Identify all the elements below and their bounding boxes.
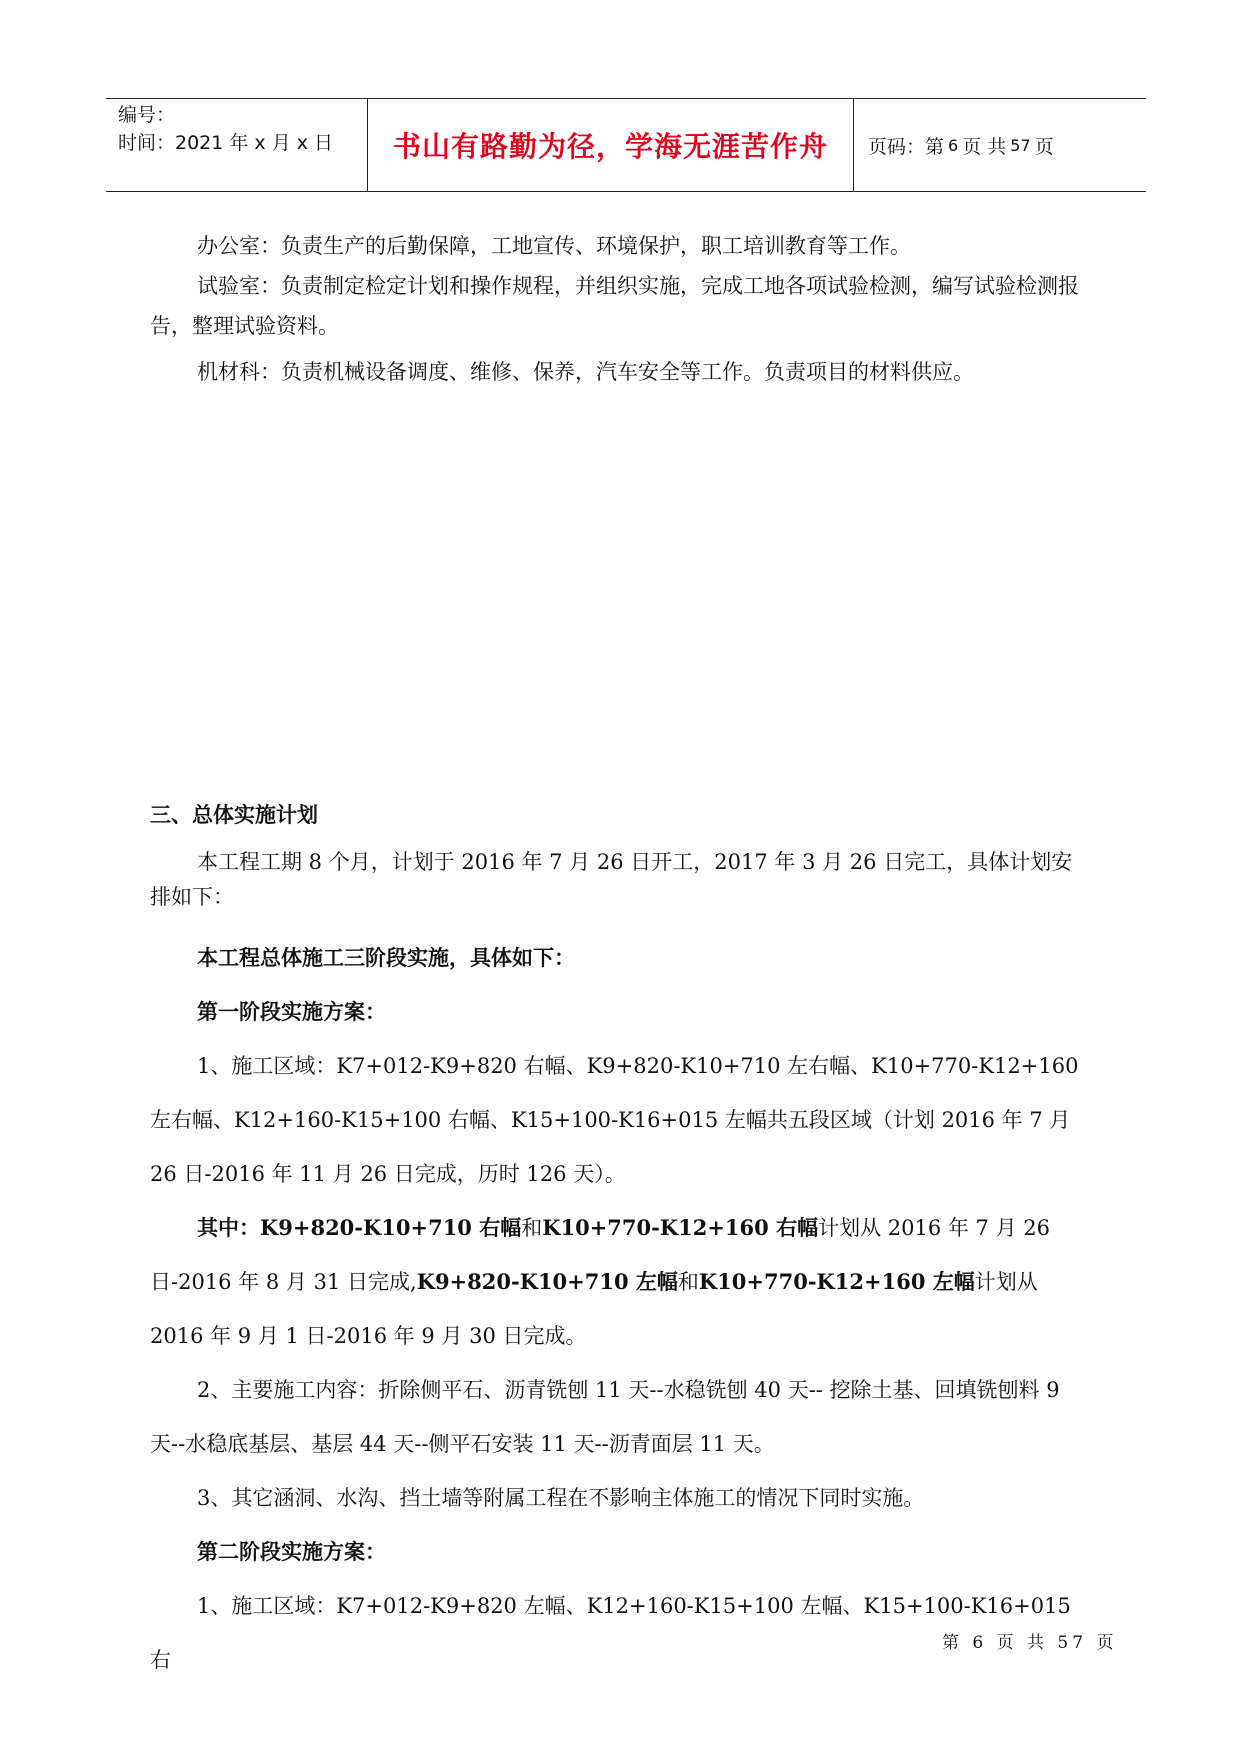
lab-paragraph: 试验室：负责制定检定计划和操作规程，并组织实施，完成工地各项试验检测，编写试验检测报告，整理试验资料。	[150, 274, 1079, 338]
phase1-note-left-a: K9+820-K10+710 左幅	[416, 1269, 678, 1294]
section-intro-block	[150, 845, 1090, 915]
header-table	[106, 98, 1146, 192]
phase2-item1: 1、施工区域：K7+012-K9+820 左幅、K12+160-K15+100 左幅、K15+100-K16+015 右	[150, 1594, 1071, 1672]
section-title: 三、总体实施计划	[150, 802, 318, 827]
phase1-item2: 2、主要施工内容：折除侧平石、沥青铣刨 11 天--水稳铣刨 40 天-- 挖除土基、回填铣刨料 9 天--水稳底基层、基层 44 天--侧平石安装 11 天--沥青面层 11 天。	[150, 1378, 1060, 1456]
phase1-note-plan-1: 计划从 2016 年 7 月 26 日-2016 年 8 月 31 日完成,	[150, 1216, 1050, 1294]
phase2-title: 第二阶段实施方案：	[197, 1539, 386, 1564]
office-paragraph: 办公室：负责生产的后勤保障，工地宣传、环境保护，职工培训教育等工作。	[197, 234, 911, 258]
materials-paragraph: 机材科：负责机械设备调度、维修、保养，汽车安全等工作。负责项目的材料供应。	[197, 360, 974, 384]
phase1-item1: 1、施工区域：K7+012-K9+820 右幅、K9+820-K10+710 左右幅、K10+770-K12+160 左右幅、K12+160-K15+100 右幅、K15+100-K16+015 左幅共五段区域（计划 2016 年 7 月 26 日-2016 年 11 月 26 日完成，历时 126 天）。	[150, 1054, 1079, 1186]
phase1-note-left-b: K10+770-K12+160 左幅	[698, 1269, 975, 1294]
phase1-note-and-1: 和	[521, 1216, 543, 1240]
phase1-note-plan-2: 计划从 2016 年 9 月 1 日-2016 年 9 月 30 日完成。	[150, 1270, 1038, 1348]
section-body	[150, 931, 1090, 1687]
phase1-note-right-a: 其中：K9+820-K10+710 右幅	[197, 1215, 522, 1240]
phase1-note-right-b: K10+770-K12+160 右幅	[542, 1215, 819, 1240]
page-total: 57	[1010, 135, 1031, 155]
header-left-cell	[106, 99, 368, 191]
phase1-item3: 3、其它涵洞、水沟、挡土墙等附属工程在不影响主体施工的情况下同时实施。	[197, 1486, 925, 1510]
top-paragraphs	[150, 226, 1090, 392]
page-indicator	[854, 99, 1146, 191]
phase1-note-and-2: 和	[677, 1270, 699, 1294]
motto: 书山有路勤为径，学海无涯苦作舟	[368, 99, 854, 191]
page-mid: 页 共	[962, 135, 1007, 158]
overview-line: 本工程总体施工三阶段实施，具体如下：	[197, 945, 575, 970]
page-suffix: 页	[1034, 135, 1054, 158]
phase1-title: 第一阶段实施方案：	[197, 999, 386, 1024]
page-prefix: 页码：第	[868, 135, 945, 158]
number-label: 编号：	[118, 104, 176, 126]
time-label: 时间：2021 年 x 月 x 日	[118, 132, 334, 154]
phase1-note	[150, 1201, 1090, 1363]
section-intro: 本工程工期 8 个月，计划于 2016 年 7 月 26 日开工，2017 年 3 月 26 日完工，具体计划安排如下：	[150, 850, 1073, 909]
page-current: 6	[948, 135, 959, 155]
page-footer: 第 6 页 共 57 页	[942, 1633, 1118, 1653]
